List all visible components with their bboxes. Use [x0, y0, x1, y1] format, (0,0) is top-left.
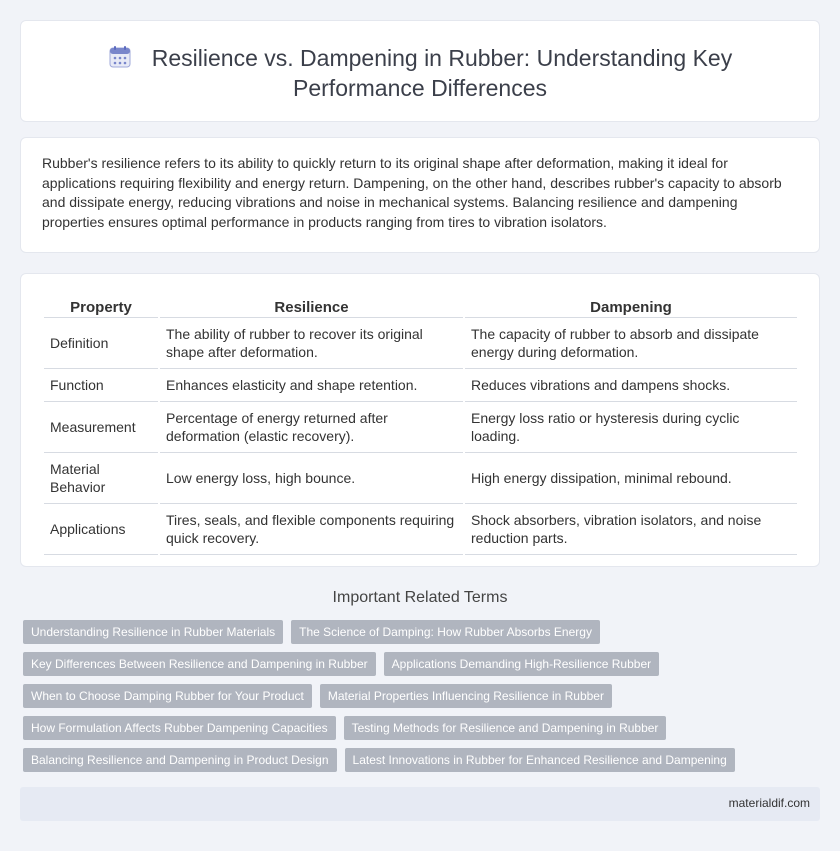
related-terms-list — [23, 620, 813, 780]
calendar-icon — [108, 45, 132, 69]
comparison-card — [20, 273, 820, 567]
table-row — [44, 504, 797, 555]
related-term-tag[interactable]: Applications Demanding High-Resilience Rubber — [384, 652, 659, 676]
footer-site-link[interactable]: materialdif.com — [728, 796, 810, 810]
table-row — [44, 402, 797, 453]
related-term-tag[interactable]: Understanding Resilience in Rubber Materials — [23, 620, 283, 644]
tag-row — [23, 684, 813, 708]
cell-dampening: Energy loss ratio or hysteresis during cyclic loading. — [465, 402, 797, 453]
related-term-tag[interactable]: How Formulation Affects Rubber Dampening Capacities — [23, 716, 336, 740]
tag-row — [23, 748, 813, 772]
title-line-2: Performance Differences — [293, 75, 547, 101]
cell-property: Measurement — [44, 402, 158, 453]
cell-property: Material Behavior — [44, 453, 158, 504]
tag-row — [23, 652, 813, 676]
cell-dampening: The capacity of rubber to absorb and dissipate energy during deformation. — [465, 318, 797, 369]
cell-resilience: The ability of rubber to recover its original shape after deformation. — [160, 318, 463, 369]
cell-dampening: High energy dissipation, minimal rebound. — [465, 453, 797, 504]
cell-property: Function — [44, 369, 158, 402]
header-property: Property — [44, 294, 158, 318]
tag-row — [23, 620, 813, 644]
tag-row — [23, 716, 813, 740]
header-card — [20, 20, 820, 122]
cell-dampening: Reduces vibrations and dampens shocks. — [465, 369, 797, 402]
footer — [20, 787, 820, 821]
table-row — [44, 369, 797, 402]
related-term-tag[interactable]: Balancing Resilience and Dampening in Product Design — [23, 748, 337, 772]
table-row — [44, 453, 797, 504]
related-term-tag[interactable]: The Science of Damping: How Rubber Absorbs Energy — [291, 620, 600, 644]
table-row — [44, 318, 797, 369]
cell-resilience: Tires, seals, and flexible components requiring quick recovery. — [160, 504, 463, 555]
header-resilience: Resilience — [160, 294, 463, 318]
cell-property: Definition — [44, 318, 158, 369]
related-term-tag[interactable]: Material Properties Influencing Resilience in Rubber — [320, 684, 612, 708]
intro-paragraph: Rubber's resilience refers to its ability to quickly return to its original shape after deformation, making it ideal for applications requiring flexibility and energy return. Dampening, on the other hand, describes rubber's capacity to absorb and dissipate energy, reducing vibrations and noise in mechanical systems. Balancing resilience and dampening properties ensures optimal performance in products ranging from tires to vibration isolators. — [42, 155, 782, 230]
cell-property: Applications — [44, 504, 158, 555]
title-line-1: Resilience vs. Dampening in Rubber: Understanding Key — [151, 45, 733, 71]
related-term-tag[interactable]: When to Choose Damping Rubber for Your Product — [23, 684, 312, 708]
related-term-tag[interactable]: Latest Innovations in Rubber for Enhanced Resilience and Dampening — [345, 748, 735, 772]
header-dampening: Dampening — [465, 294, 797, 318]
page-title — [21, 43, 819, 103]
cell-resilience: Percentage of energy returned after deformation (elastic recovery). — [160, 402, 463, 453]
intro-card — [20, 137, 820, 253]
comparison-table — [42, 294, 799, 555]
cell-resilience: Low energy loss, high bounce. — [160, 453, 463, 504]
related-terms-title: Important Related Terms — [332, 589, 508, 606]
related-term-tag[interactable]: Testing Methods for Resilience and Dampening in Rubber — [344, 716, 667, 740]
cell-resilience: Enhances elasticity and shape retention. — [160, 369, 463, 402]
cell-dampening: Shock absorbers, vibration isolators, and noise reduction parts. — [465, 504, 797, 555]
related-term-tag[interactable]: Key Differences Between Resilience and Dampening in Rubber — [23, 652, 376, 676]
